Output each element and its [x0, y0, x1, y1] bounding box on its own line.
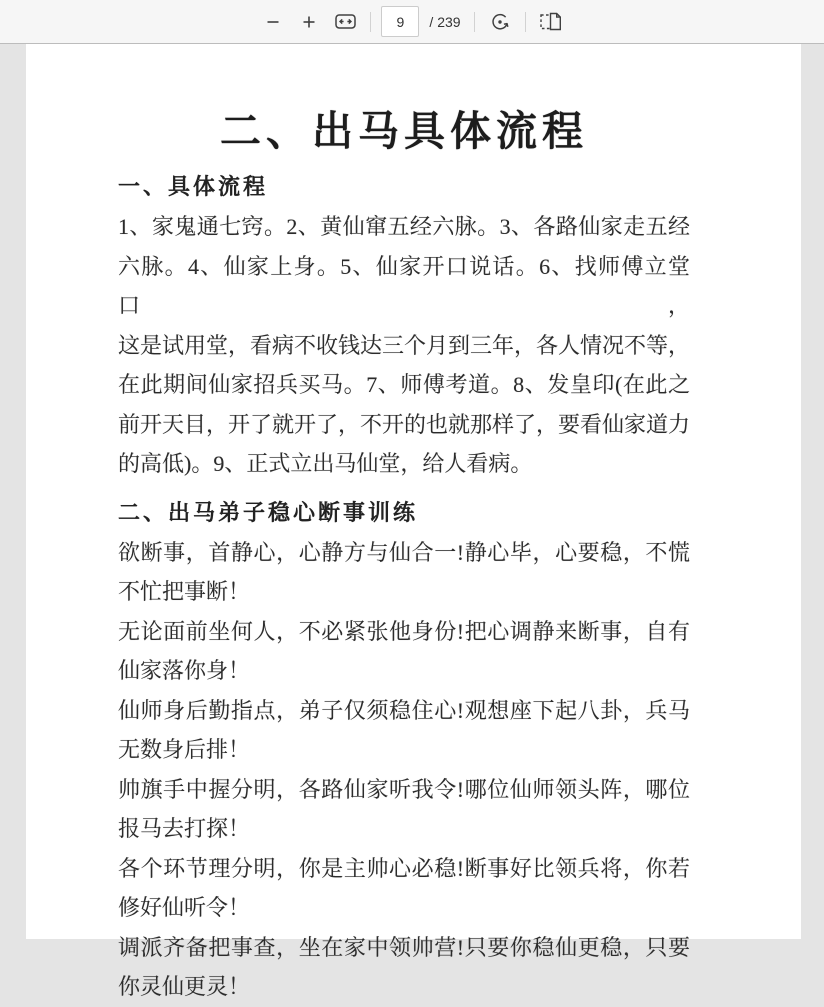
section-heading-2: 二、出马弟子稳心断事训练 — [118, 499, 419, 525]
page-view-button[interactable] — [537, 8, 565, 36]
section-heading-1: 一、具体流程 — [118, 174, 269, 199]
text-line: 不忙把事断！ — [118, 579, 251, 604]
text-line: 无论面前坐何人，不必紧张他身份!把心调静来断事，自有 — [118, 618, 690, 644]
text-line: 调派齐备把事查，坐在家中领帅营!只要你稳仙更稳，只要 — [118, 934, 690, 960]
toolbar-controls — [255, 6, 568, 37]
pdf-toolbar — [0, 0, 824, 44]
rotate-button[interactable] — [486, 8, 514, 36]
text-line: 1、家鬼通七窍。2、黄仙窜五经六脉。3、各路仙家走五经 — [118, 214, 690, 239]
minus-icon — [265, 14, 281, 30]
pdf-page — [26, 44, 801, 999]
page-count-label: / 239 — [429, 13, 461, 30]
page-content — [26, 44, 690, 1007]
toolbar-separator — [474, 12, 475, 32]
fit-to-width-icon — [335, 13, 356, 30]
text-line: 的高低)。9、正式立出马仙堂，给人看病。 — [118, 451, 533, 476]
rotate-icon — [490, 12, 510, 32]
text-line: 仙师身后勤指点，弟子仅须稳住心!观想座下起八卦，兵马 — [118, 697, 690, 723]
text-line: 欲断事，首静心，心静方与仙合一!静心毕，心要稳，不慌 — [118, 539, 690, 565]
page-view-icon — [540, 12, 562, 31]
text-line: 六脉。4、仙家上身。5、仙家开口说话。6、找师傅立堂口， — [118, 253, 690, 318]
fit-to-width-button[interactable] — [331, 8, 359, 36]
doc-title: 二、出马具体流程 — [220, 108, 588, 154]
plus-icon — [301, 14, 317, 30]
text-line: 各个环节理分明，你是主帅心必稳!断事好比领兵将，你若 — [118, 855, 690, 881]
text-line: 你灵仙更灵！ — [118, 974, 251, 999]
page-number-input[interactable] — [381, 6, 419, 37]
toolbar-separator — [525, 12, 526, 32]
text-line: 在此期间仙家招兵买马。7、师傅考道。8、发皇印(在此之 — [118, 372, 690, 397]
text-line: 这是试用堂，看病不收钱达三个月到三年，各人情况不等， — [118, 332, 691, 358]
text-line: 前开天目，开了就开了，不开的也就那样了，要看仙家道力 — [118, 411, 691, 437]
pdf-canvas[interactable] — [0, 44, 824, 999]
zoom-out-button[interactable] — [259, 8, 287, 36]
zoom-in-button[interactable] — [295, 8, 323, 36]
text-line: 报马去打探！ — [118, 816, 251, 841]
text-line: 无数身后排！ — [118, 737, 251, 762]
toolbar-separator — [370, 12, 371, 32]
text-line: 修好仙听令！ — [118, 895, 251, 920]
text-line: 仙家落你身！ — [118, 658, 251, 683]
text-line: 帅旗手中握分明，各路仙家听我令!哪位仙师领头阵，哪位 — [118, 776, 690, 802]
